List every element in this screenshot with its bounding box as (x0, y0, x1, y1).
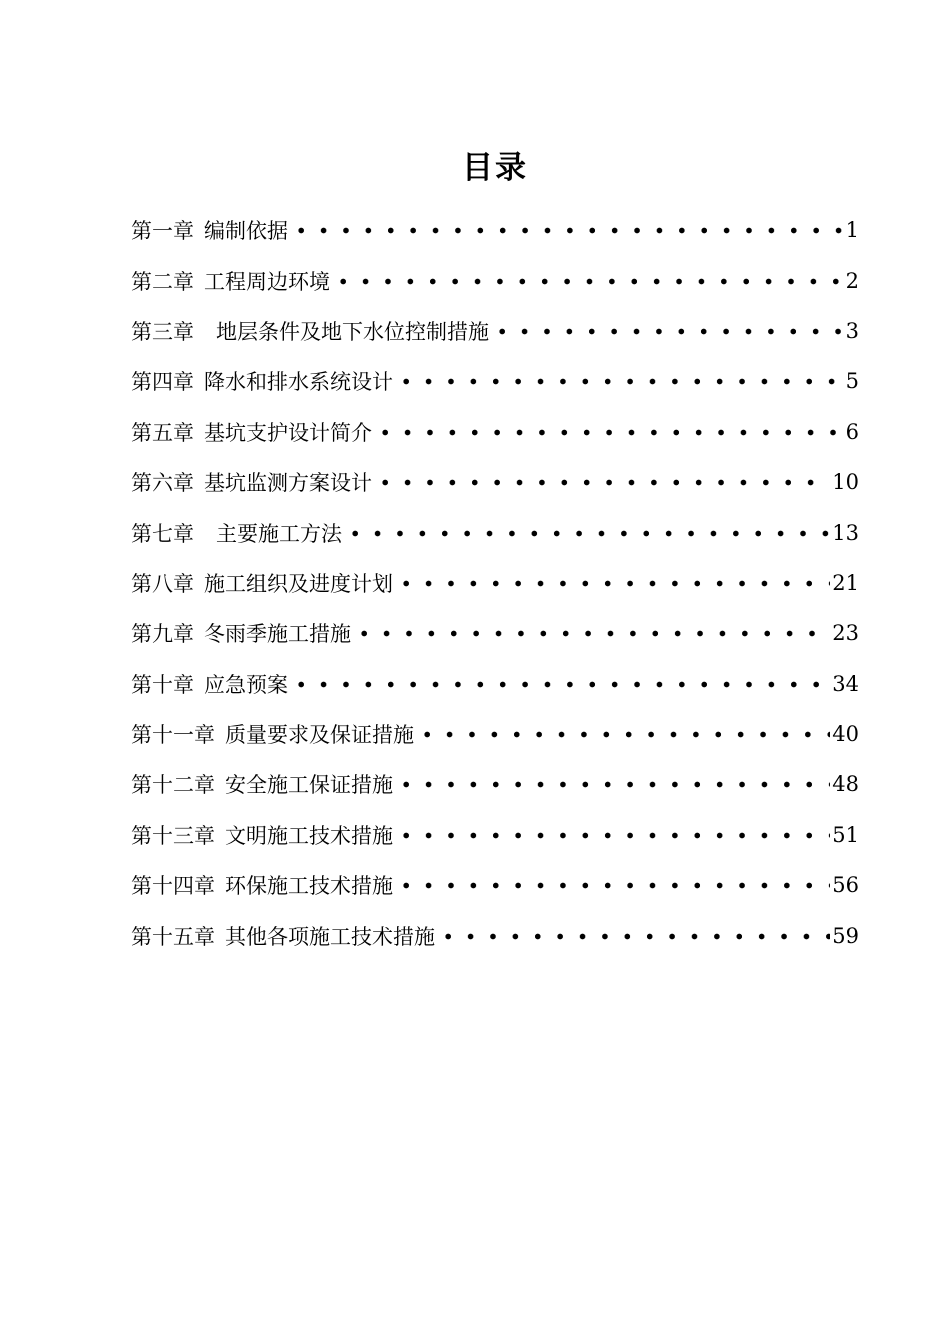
toc-entry[interactable] (131, 709, 859, 759)
toc-entry[interactable] (131, 659, 859, 709)
toc-dot-leader (395, 810, 830, 860)
toc-dot-leader (437, 911, 830, 961)
toc-dot-leader (491, 306, 844, 356)
toc-chapter-title: 降水和排水系统设计 (204, 370, 393, 395)
toc-chapter-title: 工程周边环境 (204, 269, 330, 294)
toc-dot-leader (374, 407, 844, 457)
toc-chapter-title: 应急预案 (204, 672, 288, 697)
toc-dot-leader (395, 860, 830, 910)
toc-entry[interactable] (131, 205, 859, 255)
toc-dot-leader (416, 709, 830, 759)
toc-page-number: 21 (832, 570, 859, 595)
toc-chapter-number: 第十章 (131, 672, 194, 697)
toc-page-number: 10 (832, 470, 859, 495)
toc-entry[interactable] (131, 407, 859, 457)
toc-chapter-title: 基坑监测方案设计 (204, 471, 372, 496)
toc-chapter-number: 第十三章 (131, 823, 215, 848)
toc-page-number: 13 (832, 520, 859, 545)
toc-dot-leader (353, 608, 830, 658)
toc-dot-leader (395, 356, 844, 406)
toc-page-number: 6 (845, 419, 859, 444)
toc-page-number: 1 (845, 218, 859, 243)
toc-page-number: 48 (832, 772, 859, 797)
toc-chapter-title: 质量要求及保证措施 (225, 723, 414, 748)
toc-entry[interactable] (131, 558, 859, 608)
toc-entry[interactable] (131, 608, 859, 658)
toc-chapter-number: 第七章 (131, 521, 194, 546)
toc-entry[interactable] (131, 759, 859, 809)
toc-dot-leader (290, 205, 844, 255)
toc-dot-leader (374, 457, 830, 507)
toc-entry[interactable] (131, 306, 859, 356)
toc-chapter-number: 第六章 (131, 471, 194, 496)
toc-chapter-title: 主要施工方法 (216, 521, 342, 546)
toc-entry[interactable] (131, 255, 859, 305)
toc-chapter-title: 安全施工保证措施 (225, 773, 393, 798)
toc-chapter-title: 冬雨季施工措施 (204, 622, 351, 647)
toc-chapter-number: 第三章 (131, 319, 194, 344)
toc-dot-leader (395, 759, 830, 809)
toc-chapter-number: 第十二章 (131, 773, 215, 798)
toc-chapter-number: 第十四章 (131, 874, 215, 899)
toc-page-number: 5 (845, 369, 859, 394)
toc-entry[interactable] (131, 457, 859, 507)
toc-entry[interactable] (131, 356, 859, 406)
toc-chapter-number: 第一章 (131, 219, 194, 244)
toc-page-number: 56 (832, 873, 859, 898)
toc-entry[interactable] (131, 910, 859, 960)
toc-chapter-title: 施工组织及进度计划 (204, 571, 393, 596)
toc-title: 目录 (462, 150, 528, 186)
toc-dot-leader (290, 659, 830, 709)
toc-chapter-number: 第十一章 (131, 723, 215, 748)
toc-chapter-number: 第十五章 (131, 924, 215, 949)
toc-page-number: 3 (845, 318, 859, 343)
toc-dot-leader (395, 558, 830, 608)
toc-page-number: 34 (832, 671, 859, 696)
toc-page-number: 51 (832, 822, 859, 847)
toc-page-number: 23 (832, 621, 859, 646)
toc-entry[interactable] (131, 810, 859, 860)
toc-chapter-number: 第八章 (131, 571, 194, 596)
toc-chapter-title: 环保施工技术措施 (225, 874, 393, 899)
toc-chapter-title: 编制依据 (204, 219, 288, 244)
toc-entry[interactable] (131, 507, 859, 557)
toc-entry[interactable] (131, 860, 859, 910)
toc-page-number: 40 (832, 722, 859, 747)
toc-page-number: 59 (832, 923, 859, 948)
toc-chapter-title: 地层条件及地下水位控制措施 (216, 319, 489, 344)
toc-chapter-number: 第二章 (131, 269, 194, 294)
toc-chapter-title: 文明施工技术措施 (225, 823, 393, 848)
toc-chapter-number: 第九章 (131, 622, 194, 647)
toc-list (131, 205, 859, 961)
toc-page-number: 2 (845, 268, 859, 293)
toc-dot-leader (332, 256, 844, 306)
toc-chapter-title: 其他各项施工技术措施 (225, 924, 435, 949)
toc-chapter-number: 第五章 (131, 420, 194, 445)
toc-chapter-number: 第四章 (131, 370, 194, 395)
toc-dot-leader (344, 508, 830, 558)
toc-chapter-title: 基坑支护设计简介 (204, 420, 372, 445)
